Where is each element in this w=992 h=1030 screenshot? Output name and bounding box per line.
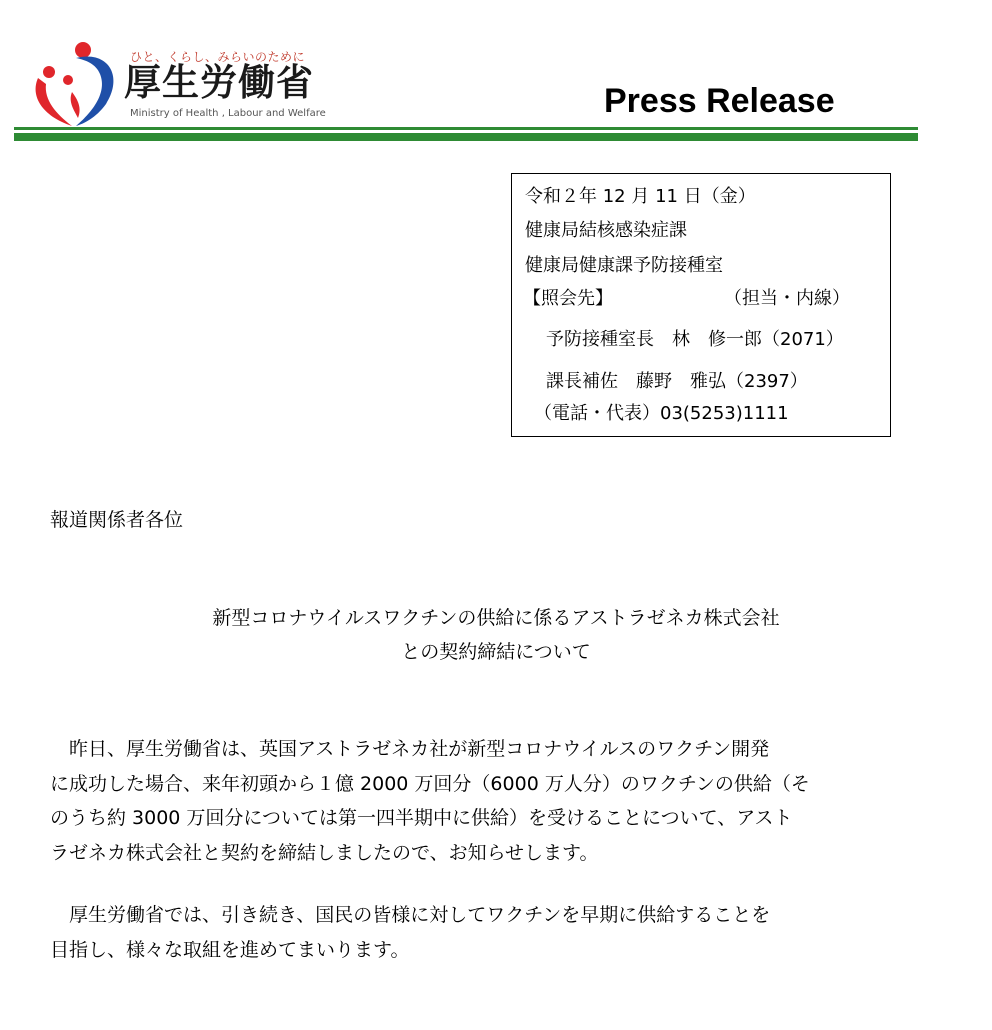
contact-person-1: 予防接種室長 林 修一郎（2071） <box>546 329 844 350</box>
ministry-name-jp: 厚生労働省 <box>124 61 314 104</box>
family-heart-icon <box>28 36 128 128</box>
press-release-heading: Press Release <box>604 82 835 120</box>
header-rule-thick <box>14 133 918 141</box>
paragraph-line: 目指し、様々な取組を進めてまいります。 <box>50 938 410 961</box>
inquiry-label: 【照会先】 <box>523 288 613 309</box>
document-title-line2: との契約締結について <box>401 641 591 663</box>
document-title-line1: 新型コロナウイルスワクチンの供給に係るアストラゼネカ株式会社 <box>212 607 780 629</box>
contact-person-2: 課長補佐 藤野 雅弘（2397） <box>546 371 808 392</box>
ministry-name-en: Ministry of Health , Labour and Welfare <box>130 108 326 119</box>
paragraph-line: のうち約 3000 万回分については第一四半期中に供給）を受けることについて、アスト <box>50 807 793 829</box>
paragraph-line: に成功した場合、来年初頭から１億 2000 万回分（6000 万人分）のワクチンの供給（そ <box>50 772 810 795</box>
release-date: 令和２年 12 月 11 日（金） <box>525 186 756 207</box>
department-2: 健康局健康課予防接種室 <box>525 255 723 276</box>
inquiry-note: （担当・内線） <box>724 288 850 309</box>
body-paragraph-2 <box>50 898 920 967</box>
salutation: 報道関係者各位 <box>50 509 184 531</box>
contact-box <box>511 173 891 437</box>
department-1: 健康局結核感染症課 <box>525 220 687 241</box>
body-paragraph-1 <box>50 732 920 870</box>
contact-phone: （電話・代表）03(5253)1111 <box>534 403 789 424</box>
paragraph-line: ラゼネカ株式会社と契約を締結しましたので、お知らせします。 <box>50 841 599 864</box>
header-rule-thin <box>14 127 918 130</box>
tagline: ひと、くらし、みらいのために <box>130 50 306 64</box>
ministry-logo <box>28 36 328 128</box>
paragraph-line: 昨日、厚生労働省は、英国アストラゼネカ社が新型コロナウイルスのワクチン開発 <box>50 738 770 760</box>
paragraph-line: 厚生労働省では、引き続き、国民の皆様に対してワクチンを早期に供給することを <box>50 904 771 926</box>
